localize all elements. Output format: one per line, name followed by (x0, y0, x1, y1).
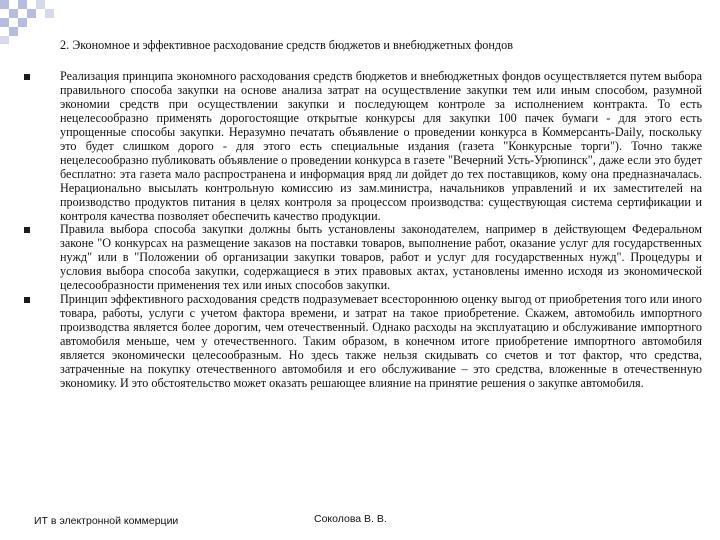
square-bullet-icon (24, 227, 30, 233)
bullet-item (22, 293, 702, 391)
bullet-text: Принцип эффективного расходования средств подразумевает всестороннюю оценку выгод от приобретения того или иного товара, работы, услуги с учетом фактора времени, и затрат на такое приобретение. Скажем, автомобиль импортного производства является более дорогим, чем отечественный. Однако расходы на эксплуатацию и обслуживание импортного автомобиля меньше, чем у отечественного. Таким образом, в конечном итоге приобретение импортного автомобиля является экономически целесообразным. Но здесь также нельзя скидывать со счетов и тот фактор, что средства, затраченные на покупку отечественного автомобиля и его обслуживание – это средства, вложенные в отечественную экономику. И это обстоятельство может оказать решающее влияние на принятие решения о закупке автомобиля. (60, 292, 702, 390)
bullet-item (22, 70, 702, 223)
bullet-item (22, 223, 702, 293)
slide-title: 2. Экономное и эффективное расходование средств бюджетов и внебюджетных фондов (60, 38, 513, 52)
bullet-text: Правила выбора способа закупки должны быть установлены законодателем, например в действующем Федеральном законе "О конкурсах на размещение заказов на поставки товаров, выполнение работ, оказание услуг для государственных нужд" или в "Положении об организации закупки товаров, работ и услуг для государственных нужд". Процедуры и условия выбора способа закупки, содержащиеся в этих правовых актах, установлены именно исходя из экономической целесообразности применения тех или иных способов закупки. (60, 222, 702, 293)
corner-decoration (0, 0, 60, 44)
footer-course-name: ИТ в электронной коммерции (34, 515, 179, 527)
square-bullet-icon (24, 74, 30, 80)
bullet-list (22, 70, 702, 391)
bullet-text: Реализация принципа экономного расходования средств бюджетов и внебюджетных фондов осуществляется путем выбора правильного способа закупки на основе анализа затрат на осуществление закупки тем или иным способом, разумной экономии средств при осуществлении закупки и последующем контроле за исполнением контракта. То есть нецелесообразно применять дорогостоящие открытые конкурсы для закупки 100 пачек бумаги - для этого есть упрощенные способы закупки. Неразумно печатать объявление о проведении конкурса в Коммерсанть-Daily, поскольку это будет слишком дорого - для этого есть специальные издания (газета "Конкурсные торги"). Точно также нецелесообразно публиковать объявление о проведении конкурса в газете "Вечерний Усть-Урюпинск", даже если это будет бесплатно: эта газета мало распространена и информация вряд ли дойдет до тех поставщиков, кому она предназначалась. Нерационально высылать контрольную комиссию из зам.министра, начальников управлений и их заместителей на производство продуктов питания в целях контроля за процессом производства: существующая система сертификации и контроля качества позволяет обеспечить качество продукции. (60, 69, 702, 223)
square-bullet-icon (24, 297, 30, 303)
footer-author: Соколова В. В. (314, 513, 387, 525)
